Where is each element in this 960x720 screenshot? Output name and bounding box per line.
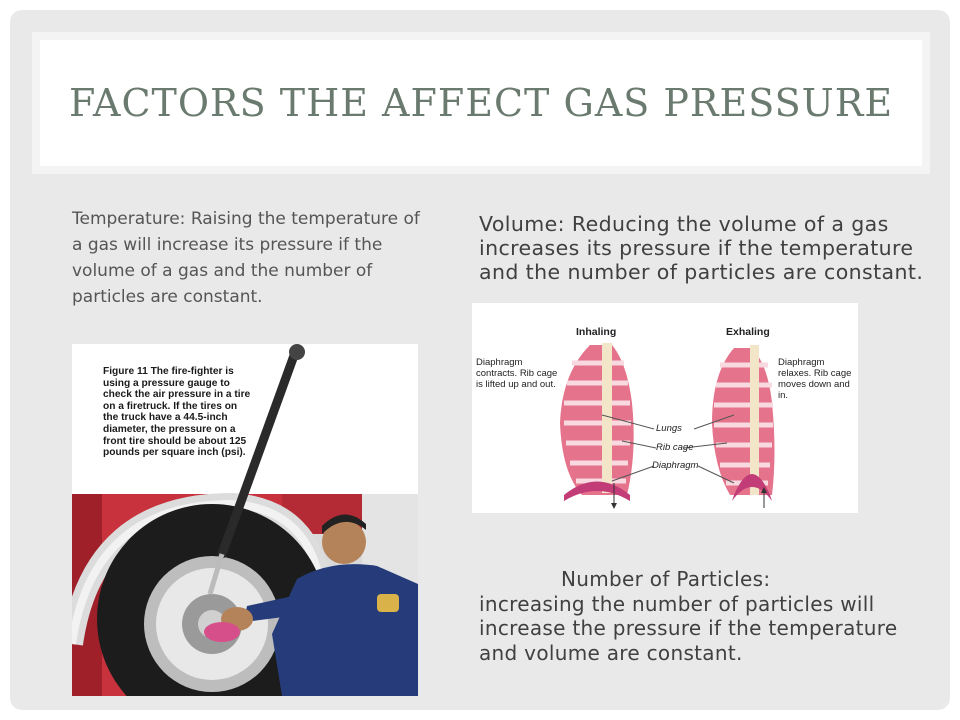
lungs-label: Lungs <box>656 423 682 434</box>
figure-caption-text: The fire-fighter is using a pressure gauge to check the air pressure in a tire on a firetruck. If the tires on the truck have a 44.5-inch diameter, the pressure on a front tire should be about 125 pounds per square inch (psi). <box>103 366 251 459</box>
figure-label: Figure 11 <box>103 366 148 377</box>
title-box <box>40 40 922 166</box>
inhaling-label: Inhaling <box>576 326 617 338</box>
rib-cage-label: Rib cage <box>656 442 694 453</box>
figure-caption <box>103 366 253 459</box>
slide-title: FACTORS THE AFFECT GAS PRESSURE <box>68 81 894 125</box>
particles-heading: Number of Particles: <box>561 567 771 591</box>
particles-text <box>479 567 925 665</box>
exhale-note: Diaphragm relaxes. Rib cage moves down and in. <box>778 357 852 401</box>
firefighter-image <box>72 344 418 696</box>
inhale-note: Diaphragm contracts. Rib cage is lifted up and out. <box>476 357 558 390</box>
temperature-text: Temperature: Raising the temperature of a gas will increase its pressure if the volume of a gas and the number of particles are constant. <box>72 209 420 307</box>
lung-diagram <box>472 303 858 513</box>
diaphragm-label: Diaphragm <box>652 460 699 471</box>
particles-body: increasing the number of particles will increase the pressure if the temperature and volume are constant. <box>479 591 898 665</box>
exhaling-label: Exhaling <box>726 326 770 338</box>
volume-text: Volume: Reducing the volume of a gas increases its pressure if the temperature and the number of particles are constant. <box>479 212 924 284</box>
lung-illustration <box>472 303 858 513</box>
slide <box>10 10 950 710</box>
